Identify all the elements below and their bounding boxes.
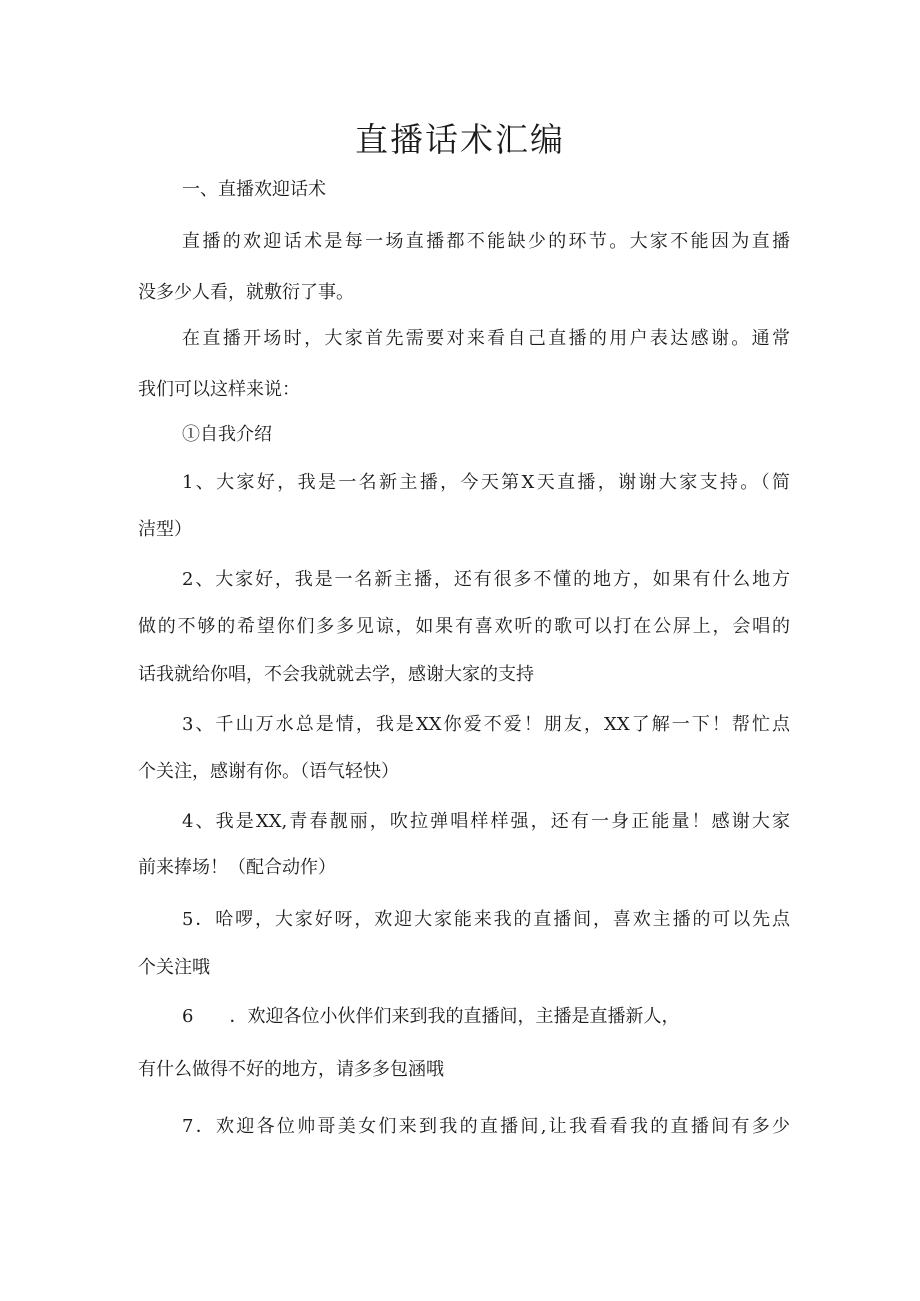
paragraph-line: 3、千山万水总是情，我是XX你爱不爱！朋友，XX了解一下！帮忙点 (182, 714, 790, 735)
paragraph-line: 做的不够的希望你们多多见谅，如果有喜欢听的歌可以打在公屏上，会唱的 (138, 616, 790, 637)
paragraph-line: 有什么做得不好的地方，请多多包涵哦 (138, 1059, 444, 1080)
paragraph-line: 2、大家好，我是一名新主播，还有很多不懂的地方，如果有什么地方 (182, 569, 790, 590)
paragraph-line: 我们可以这样来说： (138, 379, 300, 400)
paragraph-line: 话我就给你唱，不会我就就去学，感谢大家的支持 (138, 664, 534, 685)
paragraph-line: 6 ．欢迎各位小伙伴们来到我的直播间，主播是直播新人， (182, 1006, 680, 1027)
paragraph-line: 个关注，感谢有你。（语气轻快） (138, 761, 399, 782)
paragraph-line: 1、大家好，我是一名新主播，今天第X天直播，谢谢大家支持。（简 (182, 472, 790, 493)
paragraph-line: 洁型） (138, 519, 192, 540)
paragraph-line: 4、我是XX,青春靓丽，吹拉弹唱样样强，还有一身正能量！感谢大家 (182, 811, 790, 832)
document-title: 直播话术汇编 (355, 120, 565, 159)
paragraph-line: 7．欢迎各位帅哥美女们来到我的直播间,让我看看我的直播间有多少 (182, 1116, 790, 1137)
paragraph-line: 5．哈啰，大家好呀，欢迎大家能来我的直播间，喜欢主播的可以先点 (182, 909, 790, 930)
paragraph-line: 个关注哦 (138, 957, 210, 978)
section-heading: 一、直播欢迎话术 (182, 179, 326, 200)
subheading: ①自我介绍 (182, 424, 272, 445)
paragraph-line: 直播的欢迎话术是每一场直播都不能缺少的环节。大家不能因为直播 (182, 231, 790, 252)
paragraph-line: 在直播开场时，大家首先需要对来看自己直播的用户表达感谢。通常 (182, 328, 790, 349)
paragraph-line: 没多少人看，就敷衍了事。 (138, 282, 354, 303)
paragraph-line: 前来捧场！（配合动作） (138, 857, 336, 878)
